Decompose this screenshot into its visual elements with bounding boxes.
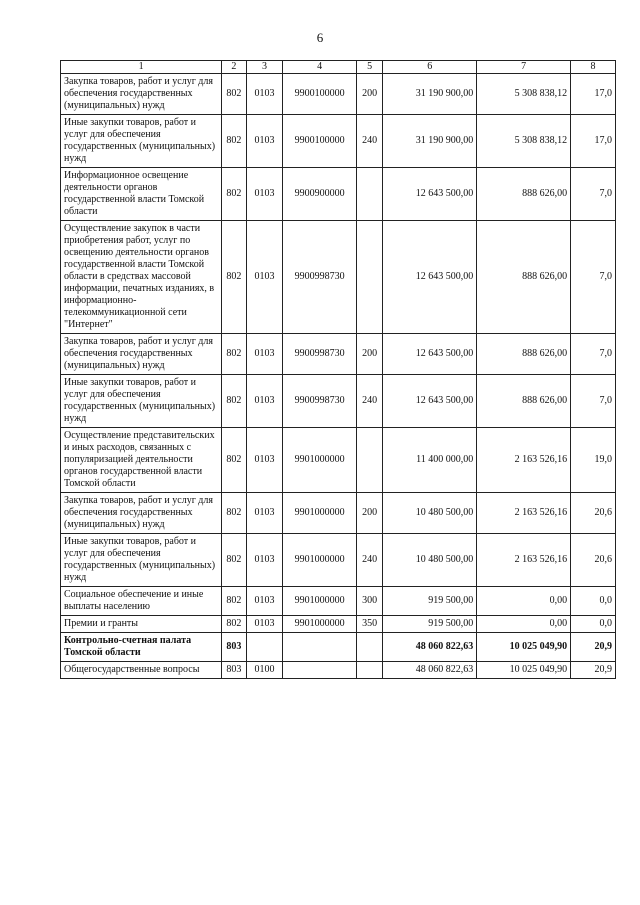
row-name-cell: Иные закупки товаров, работ и услуг для обеспечения государственных (муниципальных) нужд <box>61 534 222 587</box>
budget-table <box>60 60 616 679</box>
table-row <box>61 334 616 375</box>
row-code-cell: 802 <box>222 375 246 428</box>
row-code-cell: 802 <box>222 428 246 493</box>
row-type-cell <box>356 428 383 493</box>
row-article-cell: 9901000000 <box>283 534 356 587</box>
row-code-cell: 803 <box>222 633 246 662</box>
row-type-cell <box>356 662 383 679</box>
table-row <box>61 115 616 168</box>
row-actual-cell: 0,00 <box>477 616 571 633</box>
row-section-cell: 0103 <box>246 168 283 221</box>
row-actual-cell: 2 163 526,16 <box>477 493 571 534</box>
table-row <box>61 375 616 428</box>
row-plan-cell: 919 500,00 <box>383 587 477 616</box>
row-percent-cell: 0,0 <box>571 616 616 633</box>
row-article-cell: 9900998730 <box>283 334 356 375</box>
row-percent-cell: 7,0 <box>571 334 616 375</box>
row-type-cell <box>356 168 383 221</box>
row-name-cell: Осуществление представительских и иных расходов, связанных с популяризацией деятельности органов государственной власти Томской области <box>61 428 222 493</box>
row-name-cell: Контрольно-счетная палата Томской области <box>61 633 222 662</box>
table-row <box>61 534 616 587</box>
row-percent-cell: 7,0 <box>571 375 616 428</box>
row-plan-cell: 31 190 900,00 <box>383 74 477 115</box>
row-percent-cell: 19,0 <box>571 428 616 493</box>
row-plan-cell: 12 643 500,00 <box>383 168 477 221</box>
row-percent-cell: 17,0 <box>571 74 616 115</box>
row-name-cell: Премии и гранты <box>61 616 222 633</box>
row-name-cell: Общегосударственные вопросы <box>61 662 222 679</box>
row-section-cell <box>246 633 283 662</box>
row-percent-cell: 20,9 <box>571 662 616 679</box>
row-name-cell: Социальное обеспечение и иные выплаты населению <box>61 587 222 616</box>
row-article-cell <box>283 633 356 662</box>
row-plan-cell: 48 060 822,63 <box>383 633 477 662</box>
row-article-cell: 9900900000 <box>283 168 356 221</box>
row-actual-cell: 888 626,00 <box>477 168 571 221</box>
header-col-8: 8 <box>571 61 616 74</box>
page-number: 6 <box>316 30 324 45</box>
row-actual-cell: 10 025 049,90 <box>477 662 571 679</box>
row-section-cell: 0103 <box>246 221 283 334</box>
table-row <box>61 662 616 679</box>
header-col-6: 6 <box>383 61 477 74</box>
row-name-cell: Иные закупки товаров, работ и услуг для обеспечения государственных (муниципальных) нужд <box>61 115 222 168</box>
row-percent-cell: 20,6 <box>571 493 616 534</box>
header-col-7: 7 <box>477 61 571 74</box>
row-section-cell: 0103 <box>246 74 283 115</box>
row-code-cell: 802 <box>222 115 246 168</box>
row-plan-cell: 10 480 500,00 <box>383 534 477 587</box>
row-section-cell: 0103 <box>246 115 283 168</box>
header-col-5: 5 <box>356 61 383 74</box>
row-type-cell: 240 <box>356 375 383 428</box>
table-row <box>61 168 616 221</box>
row-type-cell: 200 <box>356 493 383 534</box>
row-plan-cell: 31 190 900,00 <box>383 115 477 168</box>
row-section-cell: 0103 <box>246 616 283 633</box>
row-code-cell: 803 <box>222 662 246 679</box>
row-code-cell: 802 <box>222 616 246 633</box>
row-actual-cell: 0,00 <box>477 587 571 616</box>
row-actual-cell: 5 308 838,12 <box>477 115 571 168</box>
row-code-cell: 802 <box>222 493 246 534</box>
row-article-cell <box>283 662 356 679</box>
row-type-cell: 240 <box>356 115 383 168</box>
row-name-cell: Закупка товаров, работ и услуг для обеспечения государственных (муниципальных) нужд <box>61 493 222 534</box>
row-type-cell: 200 <box>356 334 383 375</box>
row-type-cell: 240 <box>356 534 383 587</box>
header-row <box>61 61 616 74</box>
row-name-cell: Осуществление закупок в части приобретения работ, услуг по освещению деятельности органов государственной власти Томской области в средствах массовой информации, печатных изданиях, в информационно-телекоммуникационной сети "Интернет" <box>61 221 222 334</box>
row-plan-cell: 12 643 500,00 <box>383 375 477 428</box>
row-section-cell: 0103 <box>246 534 283 587</box>
row-plan-cell: 11 400 000,00 <box>383 428 477 493</box>
row-actual-cell: 10 025 049,90 <box>477 633 571 662</box>
row-type-cell <box>356 221 383 334</box>
table-row <box>61 587 616 616</box>
header-col-3: 3 <box>246 61 283 74</box>
row-article-cell: 9901000000 <box>283 616 356 633</box>
row-actual-cell: 2 163 526,16 <box>477 534 571 587</box>
row-section-cell: 0103 <box>246 375 283 428</box>
table-row <box>61 633 616 662</box>
row-actual-cell: 888 626,00 <box>477 375 571 428</box>
table-row <box>61 493 616 534</box>
row-plan-cell: 10 480 500,00 <box>383 493 477 534</box>
row-code-cell: 802 <box>222 587 246 616</box>
row-actual-cell: 888 626,00 <box>477 221 571 334</box>
row-article-cell: 9901000000 <box>283 587 356 616</box>
row-article-cell: 9900100000 <box>283 74 356 115</box>
row-code-cell: 802 <box>222 334 246 375</box>
row-name-cell: Закупка товаров, работ и услуг для обеспечения государственных (муниципальных) нужд <box>61 74 222 115</box>
row-article-cell: 9900100000 <box>283 115 356 168</box>
row-code-cell: 802 <box>222 221 246 334</box>
row-section-cell: 0103 <box>246 428 283 493</box>
row-type-cell <box>356 633 383 662</box>
row-article-cell: 9901000000 <box>283 493 356 534</box>
row-section-cell: 0103 <box>246 493 283 534</box>
table-row <box>61 616 616 633</box>
row-code-cell: 802 <box>222 534 246 587</box>
row-name-cell: Закупка товаров, работ и услуг для обеспечения государственных (муниципальных) нужд <box>61 334 222 375</box>
table-body <box>61 74 616 679</box>
row-article-cell: 9900998730 <box>283 221 356 334</box>
row-plan-cell: 12 643 500,00 <box>383 221 477 334</box>
row-actual-cell: 5 308 838,12 <box>477 74 571 115</box>
row-article-cell: 9901000000 <box>283 428 356 493</box>
row-percent-cell: 7,0 <box>571 168 616 221</box>
header-col-4: 4 <box>283 61 356 74</box>
row-actual-cell: 888 626,00 <box>477 334 571 375</box>
row-percent-cell: 0,0 <box>571 587 616 616</box>
row-actual-cell: 2 163 526,16 <box>477 428 571 493</box>
row-plan-cell: 48 060 822,63 <box>383 662 477 679</box>
table-row <box>61 74 616 115</box>
row-type-cell: 300 <box>356 587 383 616</box>
row-name-cell: Информационное освещение деятельности органов государственной власти Томской области <box>61 168 222 221</box>
table-row <box>61 428 616 493</box>
row-percent-cell: 20,6 <box>571 534 616 587</box>
row-type-cell: 200 <box>356 74 383 115</box>
row-section-cell: 0103 <box>246 587 283 616</box>
table-row <box>61 221 616 334</box>
row-section-cell: 0103 <box>246 334 283 375</box>
row-percent-cell: 17,0 <box>571 115 616 168</box>
row-name-cell: Иные закупки товаров, работ и услуг для обеспечения государственных (муниципальных) нужд <box>61 375 222 428</box>
row-section-cell: 0100 <box>246 662 283 679</box>
row-code-cell: 802 <box>222 168 246 221</box>
row-percent-cell: 20,9 <box>571 633 616 662</box>
row-code-cell: 802 <box>222 74 246 115</box>
row-plan-cell: 919 500,00 <box>383 616 477 633</box>
row-plan-cell: 12 643 500,00 <box>383 334 477 375</box>
header-col-1: 1 <box>61 61 222 74</box>
header-col-2: 2 <box>222 61 246 74</box>
row-article-cell: 9900998730 <box>283 375 356 428</box>
row-type-cell: 350 <box>356 616 383 633</box>
row-percent-cell: 7,0 <box>571 221 616 334</box>
